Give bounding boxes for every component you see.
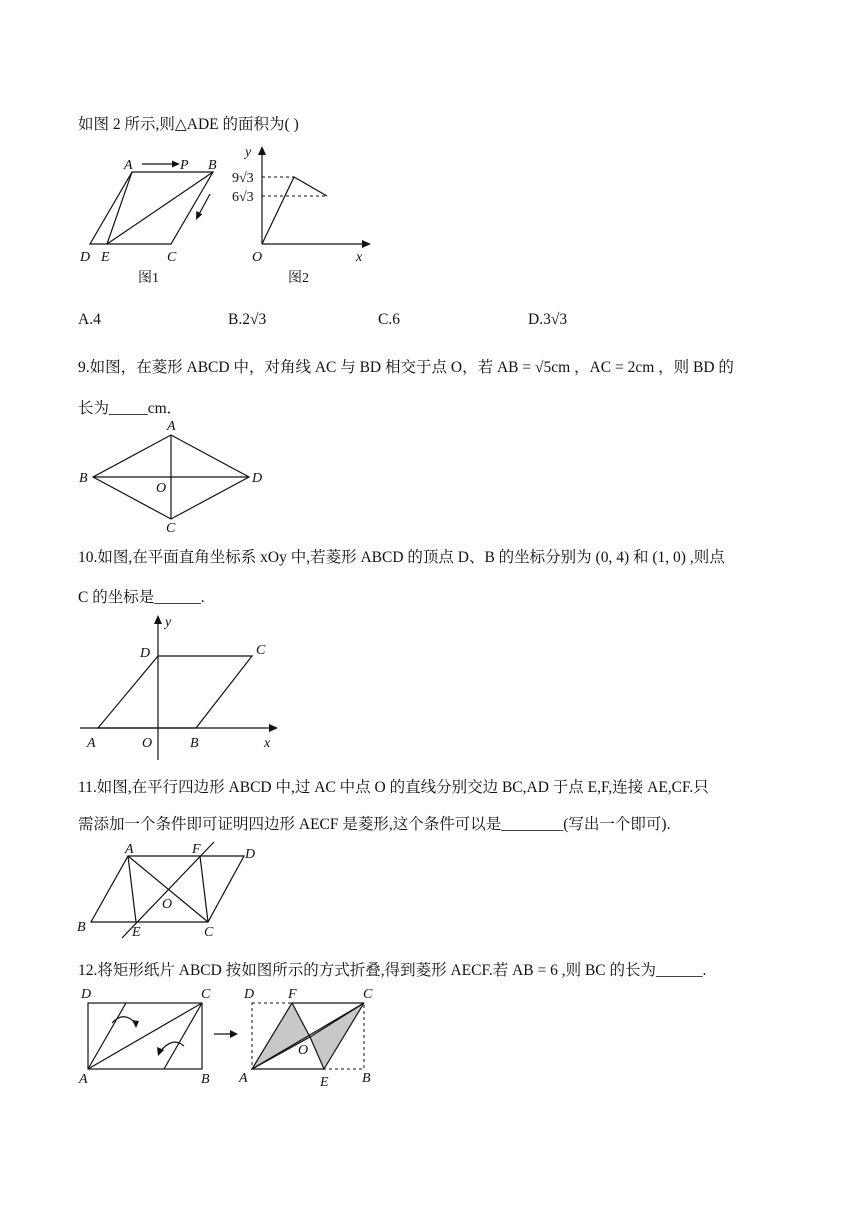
- arrow-bc: [198, 194, 210, 216]
- label-x: x: [264, 736, 271, 751]
- y-arrow-icon: [154, 615, 162, 624]
- choice-d[interactable]: D.3√3: [528, 311, 568, 328]
- q10-line-1: 10.如图,在平面直角坐标系 xOy 中,若菱形 ABCD 的顶点 D、B 的坐标分别为 (0, 4) 和 (1, 0) ,则点: [78, 549, 725, 566]
- label-o: O: [156, 481, 167, 496]
- x-arrow-icon: [362, 240, 371, 248]
- parallelogram-abcd: [90, 172, 213, 244]
- shaded-triangle-left: [252, 1003, 310, 1069]
- label-b: B: [190, 736, 199, 751]
- label-b: B: [208, 158, 217, 173]
- q10-line-2: C 的坐标是______.: [78, 589, 205, 606]
- label-a: A: [124, 158, 133, 173]
- q12-figure-rectangle: [76, 986, 226, 1086]
- label-d: D: [81, 987, 92, 1002]
- label-b: B: [362, 1071, 371, 1086]
- caption-fig1: 图1: [138, 271, 159, 286]
- label-o: O: [142, 736, 153, 751]
- q8-stem: 如图 2 所示,则△ADE 的面积为( ): [78, 116, 299, 133]
- label-c: C: [167, 250, 177, 265]
- label-x: x: [356, 250, 363, 265]
- label-o: O: [252, 250, 263, 265]
- label-b: B: [79, 471, 88, 486]
- label-c: C: [204, 925, 214, 940]
- label-a: A: [239, 1071, 248, 1086]
- label-b: B: [201, 1072, 210, 1086]
- label-c: C: [363, 987, 373, 1002]
- rhombus-abcd: [98, 656, 252, 728]
- label-f: F: [192, 842, 201, 857]
- graph-line: [262, 177, 327, 244]
- arrow-head-icon: [196, 211, 202, 220]
- q8-figure-1: [76, 150, 226, 290]
- shaded-triangle-right: [310, 1003, 364, 1069]
- fold-arrow-2: [160, 1042, 184, 1052]
- label-c: C: [166, 521, 176, 536]
- label-o: O: [298, 1043, 309, 1058]
- diagonal-ac: [128, 856, 208, 922]
- tick-9root3: 9√3: [232, 171, 254, 186]
- label-a: A: [125, 842, 134, 857]
- x-arrow-icon: [269, 724, 278, 732]
- choice-c[interactable]: C.6: [378, 311, 400, 328]
- label-a: A: [87, 736, 96, 751]
- label-d: D: [245, 847, 256, 862]
- label-y: y: [245, 145, 252, 160]
- label-d: D: [252, 471, 263, 486]
- segment-cf: [200, 856, 208, 922]
- tick-6root3: 6√3: [232, 190, 254, 205]
- segment-ae: [128, 856, 136, 922]
- arrow-head-icon: [172, 161, 180, 168]
- label-e: E: [320, 1075, 329, 1090]
- label-a: A: [167, 419, 176, 434]
- label-d: D: [80, 250, 91, 265]
- caption-fig2: 图2: [288, 271, 309, 286]
- q11-figure-parallelogram: [74, 840, 274, 940]
- label-e: E: [101, 250, 110, 265]
- label-d: D: [140, 646, 151, 661]
- choice-a[interactable]: A.4: [78, 311, 101, 328]
- q12-figure-rhombus: [236, 986, 386, 1090]
- diagonal-ac: [88, 1003, 202, 1069]
- diagonal-ac: [252, 1003, 364, 1069]
- q10-figure-coordinate: [76, 610, 286, 770]
- label-d: D: [244, 987, 255, 1002]
- label-o: O: [162, 897, 173, 912]
- q9-figure-rhombus: [76, 416, 276, 536]
- label-f: F: [288, 987, 297, 1002]
- q11-line-1: 11.如图,在平行四边形 ABCD 中,过 AC 中点 O 的直线分别交边 BC,AD 于点 E,F,连接 AE,CF.只: [78, 779, 709, 796]
- label-p: P: [180, 158, 189, 173]
- y-arrow-icon: [258, 146, 266, 155]
- q9-line-1: 9.如图，在菱形 ABCD 中，对角线 AC 与 BD 相交于点 O，若 AB = √5cm ，AC = 2cm ，则 BD 的: [78, 359, 734, 376]
- segment-eb: [107, 172, 213, 244]
- label-a: A: [79, 1072, 88, 1086]
- label-e: E: [132, 925, 141, 940]
- arrow-head-icon: [132, 1020, 139, 1028]
- q9-line-2: 长为_____cm．: [78, 400, 183, 417]
- q8-figure-2: [226, 142, 376, 292]
- label-c: C: [201, 987, 211, 1002]
- choice-b[interactable]: B.2√3: [228, 311, 267, 328]
- q12-line-1: 12.将矩形纸片 ABCD 按如图所示的方式折叠,得到菱形 AECF.若 AB = 6 ,则 BC 的长为______.: [78, 962, 707, 979]
- label-y: y: [165, 615, 172, 630]
- q11-line-2: 需添加一个条件即可证明四边形 AECF 是菱形,这个条件可以是________(写出一个即可).: [78, 816, 671, 833]
- fold-line-1: [88, 1003, 126, 1069]
- label-b: B: [77, 920, 86, 935]
- label-c: C: [256, 643, 266, 658]
- fold-line-2: [164, 1003, 202, 1069]
